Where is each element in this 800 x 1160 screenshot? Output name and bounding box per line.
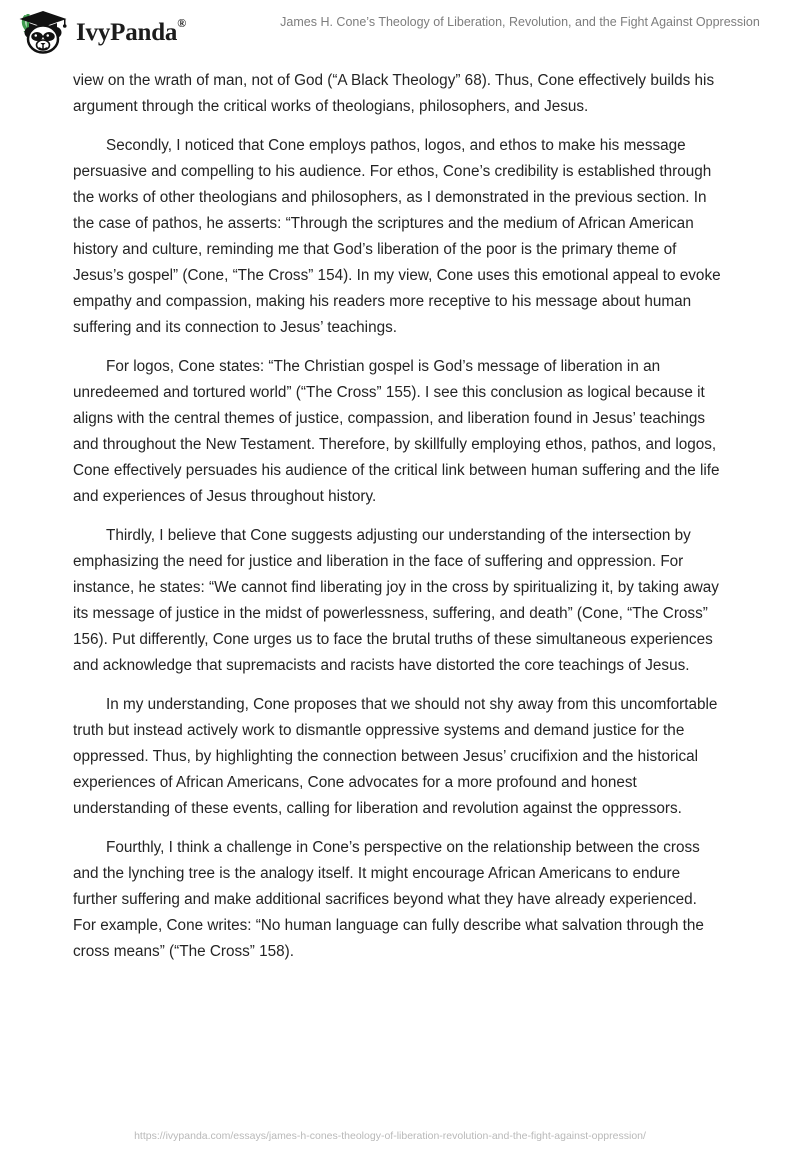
paragraph: In my understanding, Cone proposes that we should not shy away from this uncomfortable truth but instead actively work to dismantle oppressive systems and demand justice for the oppressed. Thus, by highlighting the connection between Jesus’ crucifixion and the historical experiences of African Americans, Cone advocates for a more profound and honest understanding of these events, calling for liberation and revolution against the oppressors. — [73, 696, 718, 817]
document-title-header: James H. Cone’s Theology of Liberation, Revolution, and the Fight Against Oppression — [280, 15, 760, 29]
brand-logo-link[interactable] — [16, 8, 186, 54]
paragraph: Thirdly, I believe that Cone suggests adjusting our understanding of the intersection by emphasizing the need for justice and liberation in the face of suffering and oppression. For instance, he states: “We cannot find liberating joy in the cross by spiritualizing it, by taking away its message of justice in the midst of powerlessness, suffering, and death” (Cone, “The Cross” 156). Put differently, Cone urges us to face the brutal truths of these simultaneous experiences and acknowledge that supremacists and racists have distorted the core teachings of Jesus. — [73, 527, 719, 674]
page-header — [0, 0, 800, 62]
page-footer — [0, 1128, 800, 1150]
brand-wordmark — [76, 16, 186, 46]
source-url-link[interactable]: https://ivypanda.com/essays/james-h-cones-theology-of-liberation-revolution-and-the-fight-against-oppression/ — [134, 1130, 646, 1142]
registered-trademark-icon: ® — [177, 16, 186, 31]
paragraph: For logos, Cone states: “The Christian gospel is God’s message of liberation in an unredeemed and tortured world” (“The Cross” 155). I see this conclusion as logical because it aligns with the central themes of justice, compassion, and liberation found in Jesus’ teachings and throughout the New Testament. Therefore, by skillfully employing ethos, pathos, and logos, Cone effectively persuades his audience of the critical link between human suffering and the life and experiences of Jesus throughout history. — [73, 358, 720, 505]
brand-name-text: IvyPanda — [76, 18, 178, 46]
paragraph: view on the wrath of man, not of God (“A Black Theology” 68). Thus, Cone effectively builds his argument through the critical works of theologians, philosophers, and Jesus. — [73, 72, 715, 115]
essay-body — [73, 68, 723, 965]
panda-graduate-logo-icon — [16, 8, 70, 54]
paragraph: Secondly, I noticed that Cone employs pathos, logos, and ethos to make his message persuasive and compelling to his audience. For ethos, Cone’s credibility is established through the works of other theologians and philosophers, as I demonstrated in the previous section. In the case of pathos, he asserts: “Through the scriptures and the medium of African American history and culture, reminding me that God’s liberation of the poor is the primary theme of Jesus’s gospel” (Cone, “The Cross” 154). In my view, Cone uses this emotional appeal to evoke empathy and compassion, making his readers more receptive to his message about human suffering and its connection to Jesus’ teachings. — [73, 137, 721, 336]
paragraph: Fourthly, I think a challenge in Cone’s perspective on the relationship between the cross and the lynching tree is the analogy itself. It might encourage African Americans to endure further suffering and make additional sacrifices beyond what they have already experienced. For example, Cone writes: “No human language can fully describe what salvation through the cross means” (“The Cross” 158). — [73, 839, 704, 960]
